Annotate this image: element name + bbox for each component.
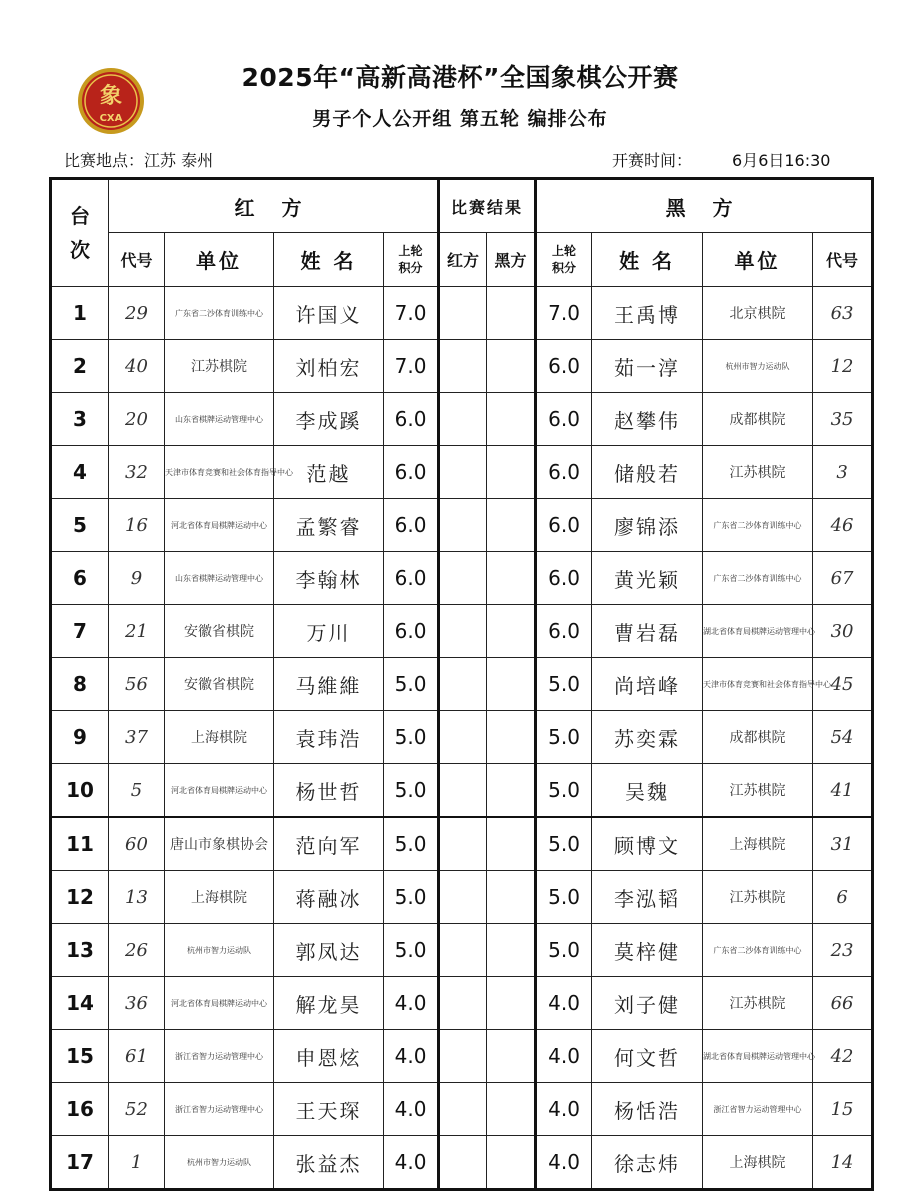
red-player-unit: 天津市体育竞赛和社会体育指导中心	[165, 446, 274, 499]
red-prev-score: 4.0	[384, 1030, 439, 1083]
black-player-code: 30	[813, 605, 873, 658]
red-player-name: 解龙昊	[274, 977, 384, 1030]
pairing-row	[51, 817, 873, 871]
board-number: 13	[51, 924, 109, 977]
red-player-code: 20	[109, 393, 165, 446]
svg-text:CXA: CXA	[99, 113, 123, 124]
red-name-header: 姓 名	[274, 233, 384, 287]
board-header: 台次	[51, 179, 109, 287]
red-player-code: 32	[109, 446, 165, 499]
red-result-cell	[439, 499, 487, 552]
black-player-unit: 上海棋院	[703, 817, 813, 871]
red-player-code: 37	[109, 711, 165, 764]
red-player-name: 万川	[274, 605, 384, 658]
red-prev-score-header: 上轮积分	[384, 233, 439, 287]
black-player-name: 储般若	[592, 446, 703, 499]
black-player-code: 14	[813, 1136, 873, 1190]
black-player-name: 苏奕霖	[592, 711, 703, 764]
red-result-cell	[439, 658, 487, 711]
black-prev-score: 4.0	[536, 1083, 592, 1136]
black-player-name: 刘子健	[592, 977, 703, 1030]
black-player-code: 54	[813, 711, 873, 764]
red-player-unit: 安徽省棋院	[165, 658, 274, 711]
svg-text:象: 象	[99, 83, 123, 109]
black-player-unit: 江苏棋院	[703, 871, 813, 924]
black-player-name: 何文哲	[592, 1030, 703, 1083]
pairing-row	[51, 446, 873, 499]
black-player-code: 15	[813, 1083, 873, 1136]
black-prev-score: 5.0	[536, 871, 592, 924]
pairing-row	[51, 871, 873, 924]
red-player-code: 13	[109, 871, 165, 924]
red-player-name: 范越	[274, 446, 384, 499]
black-result-cell	[487, 605, 536, 658]
board-number: 14	[51, 977, 109, 1030]
black-code-header: 代号	[813, 233, 873, 287]
black-prev-score: 4.0	[536, 977, 592, 1030]
black-player-name: 赵攀伟	[592, 393, 703, 446]
black-result-header: 黑方	[487, 233, 536, 287]
red-result-cell	[439, 340, 487, 393]
black-player-unit: 江苏棋院	[703, 764, 813, 818]
red-player-unit: 山东省棋牌运动管理中心	[165, 393, 274, 446]
red-player-name: 马維維	[274, 658, 384, 711]
black-player-unit: 江苏棋院	[703, 977, 813, 1030]
pairing-row	[51, 764, 873, 818]
red-player-code: 9	[109, 552, 165, 605]
red-player-code: 16	[109, 499, 165, 552]
board-number: 9	[51, 711, 109, 764]
pairing-row	[51, 924, 873, 977]
board-number: 5	[51, 499, 109, 552]
red-player-name: 申恩炫	[274, 1030, 384, 1083]
red-player-code: 56	[109, 658, 165, 711]
black-result-cell	[487, 499, 536, 552]
black-prev-score: 5.0	[536, 764, 592, 818]
red-result-cell	[439, 764, 487, 818]
black-player-code: 67	[813, 552, 873, 605]
red-player-code: 36	[109, 977, 165, 1030]
black-player-name: 徐志炜	[592, 1136, 703, 1190]
page-title: 2025年“高新高港杯”全国象棋公开赛	[241, 63, 679, 92]
black-prev-score: 5.0	[536, 924, 592, 977]
red-result-cell	[439, 711, 487, 764]
board-number: 1	[51, 287, 109, 340]
red-player-name: 蒋融冰	[274, 871, 384, 924]
black-player-name: 杨恬浩	[592, 1083, 703, 1136]
black-prev-score: 6.0	[536, 605, 592, 658]
red-player-unit: 山东省棋牌运动管理中心	[165, 552, 274, 605]
black-player-unit: 广东省二沙体育训练中心	[703, 552, 813, 605]
black-name-header: 姓 名	[592, 233, 703, 287]
pairing-row	[51, 658, 873, 711]
black-player-unit: 广东省二沙体育训练中心	[703, 924, 813, 977]
red-prev-score: 6.0	[384, 499, 439, 552]
red-prev-score: 5.0	[384, 924, 439, 977]
black-player-unit: 成都棋院	[703, 711, 813, 764]
red-player-name: 袁玮浩	[274, 711, 384, 764]
red-result-cell	[439, 817, 487, 871]
black-player-code: 3	[813, 446, 873, 499]
black-prev-score: 6.0	[536, 552, 592, 605]
black-player-unit: 成都棋院	[703, 393, 813, 446]
red-player-unit: 河北省体育局棋牌运动中心	[165, 977, 274, 1030]
black-player-name: 莫梓健	[592, 924, 703, 977]
black-prev-score: 6.0	[536, 446, 592, 499]
red-player-unit: 杭州市智力运动队	[165, 1136, 274, 1190]
red-prev-score: 4.0	[384, 977, 439, 1030]
black-player-code: 12	[813, 340, 873, 393]
red-result-cell	[439, 287, 487, 340]
black-player-code: 63	[813, 287, 873, 340]
red-player-name: 张益杰	[274, 1136, 384, 1190]
black-prev-score: 4.0	[536, 1030, 592, 1083]
pairing-row	[51, 711, 873, 764]
red-prev-score: 7.0	[384, 287, 439, 340]
red-player-unit: 河北省体育局棋牌运动中心	[165, 499, 274, 552]
red-result-cell	[439, 552, 487, 605]
black-player-unit: 广东省二沙体育训练中心	[703, 499, 813, 552]
red-player-code: 1	[109, 1136, 165, 1190]
red-result-cell	[439, 1136, 487, 1190]
pairing-row	[51, 393, 873, 446]
red-prev-score: 6.0	[384, 393, 439, 446]
red-prev-score: 6.0	[384, 446, 439, 499]
black-player-code: 35	[813, 393, 873, 446]
black-player-unit: 湖北省体育局棋牌运动管理中心	[703, 1030, 813, 1083]
red-player-name: 王天琛	[274, 1083, 384, 1136]
black-result-cell	[487, 817, 536, 871]
black-result-cell	[487, 393, 536, 446]
red-player-unit: 上海棋院	[165, 871, 274, 924]
black-player-name: 顾博文	[592, 817, 703, 871]
red-player-unit: 广东省二沙体育训练中心	[165, 287, 274, 340]
red-prev-score: 5.0	[384, 711, 439, 764]
pairing-row	[51, 1136, 873, 1190]
black-result-cell	[487, 924, 536, 977]
board-number: 12	[51, 871, 109, 924]
venue-text: 比赛地点：江苏 泰州	[64, 151, 214, 170]
black-result-cell	[487, 1083, 536, 1136]
pairing-row	[51, 1083, 873, 1136]
black-player-unit: 北京棋院	[703, 287, 813, 340]
red-result-cell	[439, 924, 487, 977]
pairing-row	[51, 552, 873, 605]
board-number: 6	[51, 552, 109, 605]
black-result-cell	[487, 977, 536, 1030]
red-result-cell	[439, 871, 487, 924]
black-player-unit: 湖北省体育局棋牌运动管理中心	[703, 605, 813, 658]
red-player-name: 郭凤达	[274, 924, 384, 977]
red-prev-score: 6.0	[384, 552, 439, 605]
black-prev-score: 5.0	[536, 817, 592, 871]
black-player-name: 尚培峰	[592, 658, 703, 711]
result-header: 比赛结果	[439, 179, 536, 233]
board-number: 8	[51, 658, 109, 711]
pairing-row	[51, 1030, 873, 1083]
black-player-code: 23	[813, 924, 873, 977]
red-player-name: 李翰林	[274, 552, 384, 605]
black-player-unit: 江苏棋院	[703, 446, 813, 499]
red-result-cell	[439, 1030, 487, 1083]
black-player-name: 吴魏	[592, 764, 703, 818]
black-prev-score: 6.0	[536, 393, 592, 446]
black-player-name: 曹岩磊	[592, 605, 703, 658]
red-prev-score: 5.0	[384, 871, 439, 924]
black-player-unit: 上海棋院	[703, 1136, 813, 1190]
black-player-code: 46	[813, 499, 873, 552]
red-result-cell	[439, 1083, 487, 1136]
pairing-row	[51, 977, 873, 1030]
red-player-unit: 江苏棋院	[165, 340, 274, 393]
red-result-cell	[439, 977, 487, 1030]
black-prev-score-header: 上轮积分	[536, 233, 592, 287]
black-player-code: 41	[813, 764, 873, 818]
board-number: 2	[51, 340, 109, 393]
pairing-rows	[51, 287, 873, 1190]
red-player-code: 5	[109, 764, 165, 818]
pairing-row	[51, 605, 873, 658]
red-result-cell	[439, 605, 487, 658]
black-prev-score: 4.0	[536, 1136, 592, 1190]
red-player-code: 60	[109, 817, 165, 871]
black-result-cell	[487, 340, 536, 393]
red-prev-score: 4.0	[384, 1083, 439, 1136]
red-result-header: 红方	[439, 233, 487, 287]
pairing-table	[49, 177, 874, 1191]
red-player-unit: 浙江省智力运动管理中心	[165, 1030, 274, 1083]
red-prev-score: 5.0	[384, 764, 439, 818]
red-player-code: 61	[109, 1030, 165, 1083]
red-player-unit: 安徽省棋院	[165, 605, 274, 658]
black-player-unit: 浙江省智力运动管理中心	[703, 1083, 813, 1136]
pairing-row	[51, 287, 873, 340]
board-number: 3	[51, 393, 109, 446]
black-unit-header: 单位	[703, 233, 813, 287]
black-prev-score: 7.0	[536, 287, 592, 340]
black-prev-score: 6.0	[536, 499, 592, 552]
red-player-code: 21	[109, 605, 165, 658]
board-number: 17	[51, 1136, 109, 1190]
black-player-unit: 天津市体育竞赛和社会体育指导中心	[703, 658, 813, 711]
black-result-cell	[487, 764, 536, 818]
black-player-name: 廖锦添	[592, 499, 703, 552]
black-player-code: 45	[813, 658, 873, 711]
red-result-cell	[439, 393, 487, 446]
red-player-code: 52	[109, 1083, 165, 1136]
board-number: 7	[51, 605, 109, 658]
red-player-code: 40	[109, 340, 165, 393]
red-prev-score: 5.0	[384, 817, 439, 871]
red-player-name: 范向军	[274, 817, 384, 871]
start-time-label: 开赛时间：	[612, 151, 693, 170]
board-number: 16	[51, 1083, 109, 1136]
black-result-cell	[487, 1030, 536, 1083]
red-player-unit: 浙江省智力运动管理中心	[165, 1083, 274, 1136]
board-number: 10	[51, 764, 109, 818]
board-number: 4	[51, 446, 109, 499]
black-prev-score: 5.0	[536, 658, 592, 711]
black-player-code: 31	[813, 817, 873, 871]
red-player-code: 29	[109, 287, 165, 340]
black-player-name: 李泓韬	[592, 871, 703, 924]
red-prev-score: 7.0	[384, 340, 439, 393]
red-player-code: 26	[109, 924, 165, 977]
red-unit-header: 单位	[165, 233, 274, 287]
pairing-row	[51, 499, 873, 552]
black-player-name: 王禹博	[592, 287, 703, 340]
board-number: 11	[51, 817, 109, 871]
red-player-name: 李成蹊	[274, 393, 384, 446]
black-side-header: 黑 方	[536, 179, 873, 233]
red-prev-score: 6.0	[384, 605, 439, 658]
red-player-unit: 上海棋院	[165, 711, 274, 764]
red-side-header: 红 方	[109, 179, 439, 233]
black-player-code: 66	[813, 977, 873, 1030]
red-player-unit: 杭州市智力运动队	[165, 924, 274, 977]
red-prev-score: 5.0	[384, 658, 439, 711]
pairing-row	[51, 340, 873, 393]
black-prev-score: 6.0	[536, 340, 592, 393]
board-number: 15	[51, 1030, 109, 1083]
black-result-cell	[487, 552, 536, 605]
black-result-cell	[487, 1136, 536, 1190]
red-player-name: 孟繁睿	[274, 499, 384, 552]
black-player-code: 42	[813, 1030, 873, 1083]
start-time-value: 6月6日16:30	[732, 151, 831, 170]
black-player-name: 黄光颖	[592, 552, 703, 605]
red-player-unit: 河北省体育局棋牌运动中心	[165, 764, 274, 818]
black-player-name: 茹一淳	[592, 340, 703, 393]
black-result-cell	[487, 446, 536, 499]
black-prev-score: 5.0	[536, 711, 592, 764]
cxa-logo	[76, 66, 146, 136]
black-player-unit: 杭州市智力运动队	[703, 340, 813, 393]
red-player-name: 杨世哲	[274, 764, 384, 818]
black-result-cell	[487, 287, 536, 340]
start-time-info	[612, 148, 831, 171]
red-player-name: 刘柏宏	[274, 340, 384, 393]
black-result-cell	[487, 658, 536, 711]
red-player-name: 许国义	[274, 287, 384, 340]
page-subtitle: 男子个人公开组 第五轮 编排公布	[312, 108, 608, 130]
black-result-cell	[487, 711, 536, 764]
black-result-cell	[487, 871, 536, 924]
red-prev-score: 4.0	[384, 1136, 439, 1190]
red-result-cell	[439, 446, 487, 499]
black-player-code: 6	[813, 871, 873, 924]
red-code-header: 代号	[109, 233, 165, 287]
red-player-unit: 唐山市象棋协会	[165, 817, 274, 871]
